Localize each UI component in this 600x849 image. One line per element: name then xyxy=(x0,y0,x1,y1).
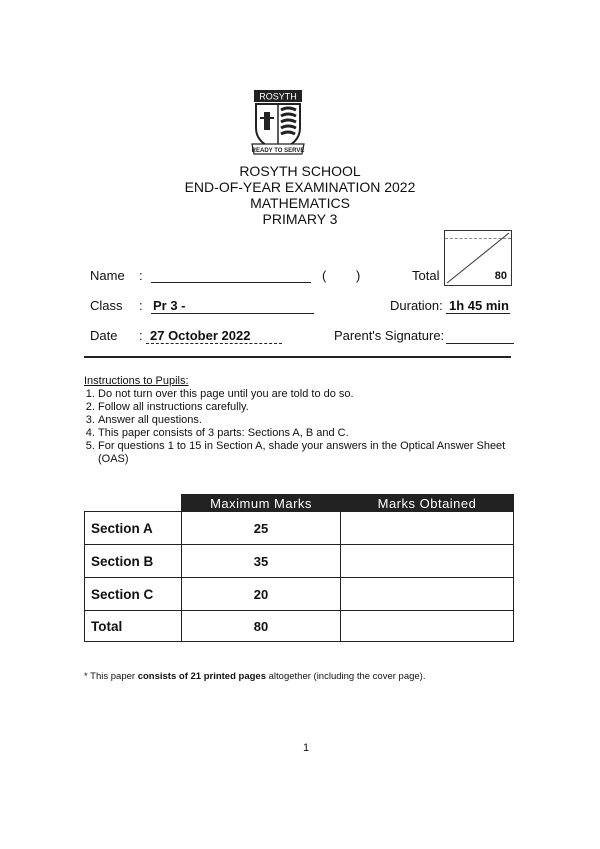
header-separator xyxy=(84,356,511,358)
instruction-item: 2. Follow all instructions carefully. xyxy=(98,401,524,414)
duration-value: 1h 45 min xyxy=(449,298,509,313)
class-blank-line[interactable] xyxy=(151,313,314,314)
class-label: Class xyxy=(90,298,123,313)
table-row xyxy=(85,545,514,578)
section-name-cell: Section C xyxy=(85,578,182,611)
section-name-cell: Section A xyxy=(85,512,182,545)
max-marks-header: Maximum Marks xyxy=(182,495,341,512)
level-title: PRIMARY 3 xyxy=(262,211,338,227)
total-score-box xyxy=(444,230,512,286)
name-blank-line[interactable] xyxy=(151,282,311,283)
instructions-title: Instructions to Pupils: xyxy=(84,375,189,387)
signature-label: Parent's Signature: xyxy=(334,328,445,343)
instruction-item: 3. Answer all questions. xyxy=(98,414,524,427)
table-header-row xyxy=(85,495,514,512)
instruction-item: 1. Do not turn over this page until you are told to do so. xyxy=(98,388,524,401)
total-value: 80 xyxy=(494,270,507,282)
max-marks-cell: 20 xyxy=(182,578,341,611)
total-name-cell: Total xyxy=(85,611,182,642)
instruction-item: 4. This paper consists of 3 parts: Sections A, B and C. xyxy=(98,427,524,440)
max-marks-cell: 35 xyxy=(182,545,341,578)
duration-label: Duration: xyxy=(390,298,443,313)
marks-obtained-cell[interactable] xyxy=(341,578,514,611)
marks-obtained-cell[interactable] xyxy=(341,545,514,578)
table-corner-cell xyxy=(85,495,182,512)
register-paren-close: ) xyxy=(356,268,361,283)
school-crest-logo xyxy=(250,88,306,156)
max-marks-cell: 25 xyxy=(182,512,341,545)
page-number: 1 xyxy=(302,742,310,754)
table-row xyxy=(85,512,514,545)
note-bold: consists of 21 printed pages xyxy=(137,671,266,682)
signature-blank-line[interactable] xyxy=(446,343,514,344)
name-colon: : xyxy=(139,268,143,283)
date-label: Date xyxy=(90,328,118,343)
section-name-cell: Section B xyxy=(85,545,182,578)
class-value: Pr 3 - xyxy=(153,298,186,313)
class-colon: : xyxy=(139,298,143,313)
total-obtained-cell[interactable] xyxy=(341,611,514,642)
name-label: Name xyxy=(90,268,125,283)
instruction-item: 5. For questions 1 to 15 in Section A, shade your answers in the Optical Answer Sheet (OAS) xyxy=(98,440,524,466)
page-count-note xyxy=(84,671,426,682)
marks-obtained-header: Marks Obtained xyxy=(341,495,514,512)
marks-table xyxy=(84,494,514,642)
date-value: 27 October 2022 xyxy=(150,328,251,343)
subject-title: MATHEMATICS xyxy=(250,195,350,211)
crest-banner-text: ROSYTH xyxy=(259,91,297,102)
total-max-cell: 80 xyxy=(182,611,341,642)
school-name: ROSYTH SCHOOL xyxy=(239,163,361,179)
total-label: Total xyxy=(412,268,440,283)
exam-title: END-OF-YEAR EXAMINATION 2022 xyxy=(184,179,416,195)
crest-motto-text: READY TO SERVE xyxy=(251,148,305,154)
table-row xyxy=(85,578,514,611)
instructions-block xyxy=(84,375,524,466)
register-paren-open: ( xyxy=(322,268,327,283)
note-suffix: altogether (including the cover page). xyxy=(266,671,426,682)
date-colon: : xyxy=(139,328,143,343)
marks-obtained-cell[interactable] xyxy=(341,512,514,545)
note-prefix: * This paper xyxy=(84,671,138,682)
table-row-total xyxy=(85,611,514,642)
duration-underline xyxy=(446,313,510,314)
date-underline xyxy=(146,343,282,344)
